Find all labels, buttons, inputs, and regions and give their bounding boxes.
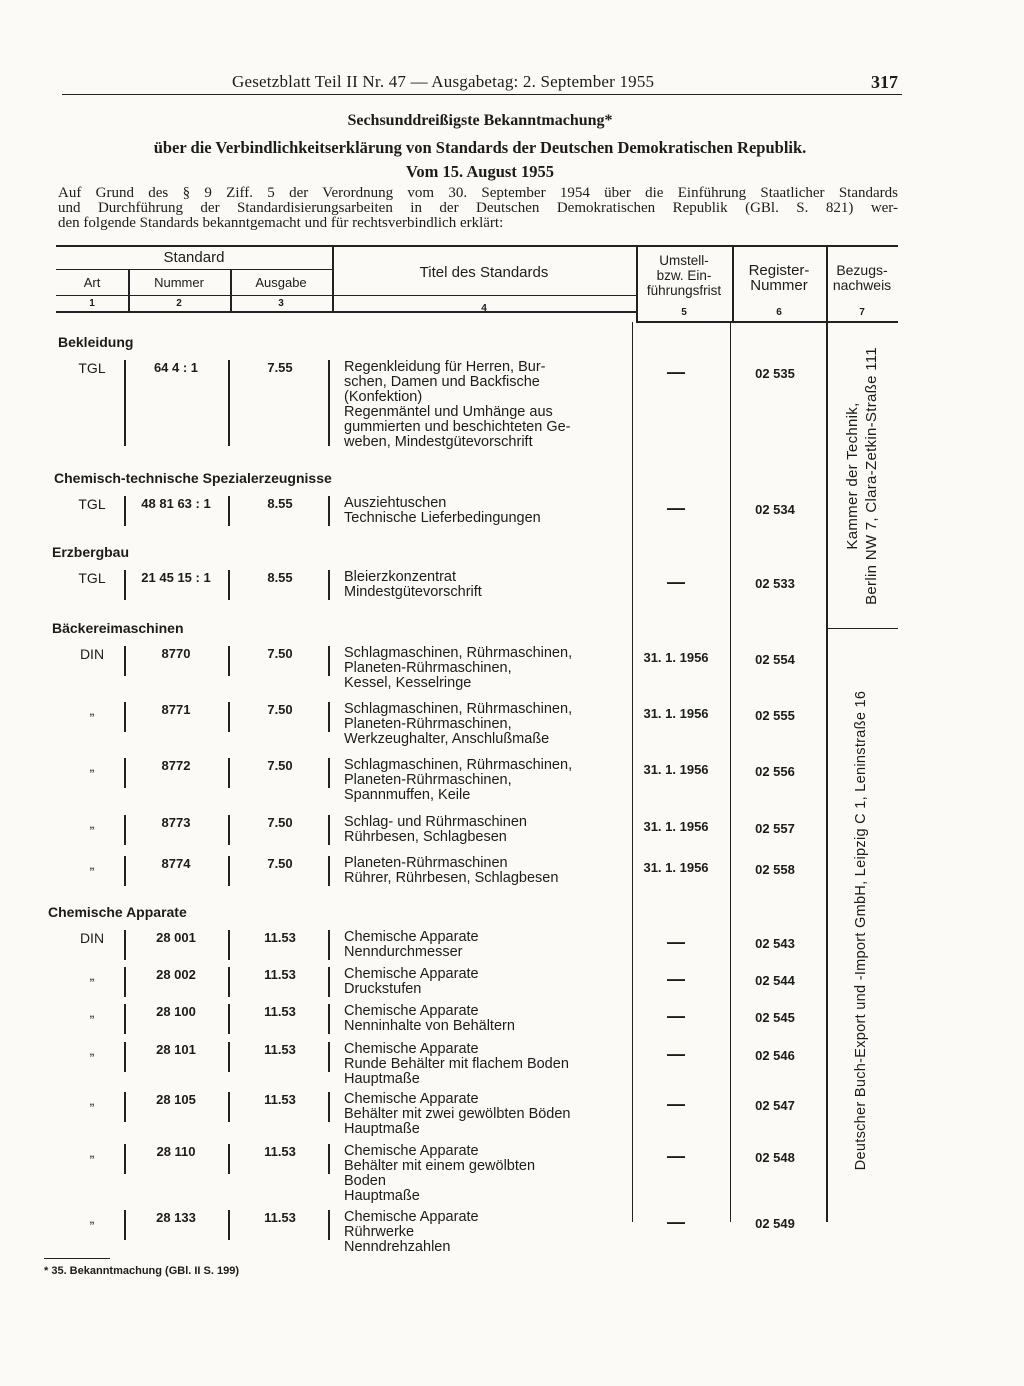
cell-register: 02 546	[755, 1048, 795, 1063]
column-bar	[328, 570, 330, 600]
column-bar	[228, 856, 230, 886]
announcement-subject: über die Verbindlichkeitserklärung von Standards der Deutschen Demokratischen Republik.	[153, 138, 807, 157]
cell-art: TGL	[78, 496, 106, 512]
column-bar	[328, 1144, 330, 1174]
column-bar	[228, 930, 230, 960]
table-row	[40, 496, 830, 526]
column-bar	[124, 1092, 126, 1122]
cell-register: 02 555	[755, 708, 795, 723]
cell-register: 02 533	[755, 576, 795, 591]
cell-ausgabe: 11.53	[264, 1210, 296, 1225]
cell-ausgabe: 11.53	[264, 1042, 296, 1057]
column-rule	[730, 322, 731, 1222]
titel-line: Boden	[344, 1173, 386, 1189]
column-bar	[328, 758, 330, 788]
cell-nummer: 28 002	[156, 967, 196, 982]
cell-art: „	[89, 702, 95, 718]
column-bar	[124, 702, 126, 732]
titel-line: Spannmuffen, Keile	[344, 787, 471, 803]
cell-titel	[344, 496, 616, 526]
titel-line: Chemische Apparate	[344, 1003, 479, 1019]
cell-art: „	[89, 1092, 95, 1108]
cell-register: 02 548	[755, 1150, 795, 1165]
column-bar	[328, 930, 330, 960]
bezug-separator	[826, 628, 898, 629]
footnote-rule	[44, 1258, 110, 1259]
column-number: 3	[278, 298, 284, 309]
cell-ausgabe: 7.50	[267, 856, 293, 871]
cell-art: DIN	[79, 930, 105, 946]
titel-line: Planeten-Rührmaschinen,	[344, 716, 512, 732]
cell-nummer: 28 100	[156, 1004, 196, 1019]
column-bar	[328, 1042, 330, 1072]
section-heading: Bäckereimaschinen	[52, 620, 184, 636]
cell-nummer: 8770	[161, 646, 191, 661]
cell-frist: —	[667, 1044, 685, 1064]
table-row	[40, 702, 830, 747]
column-bar	[124, 496, 126, 526]
cell-nummer: 28 001	[156, 930, 196, 945]
cell-titel	[344, 930, 616, 960]
cell-art: „	[89, 1144, 95, 1160]
table-header	[56, 245, 898, 323]
cell-ausgabe: 7.50	[267, 646, 293, 661]
cell-register: 02 543	[755, 936, 795, 951]
header-frist	[636, 253, 732, 298]
column-bar	[124, 930, 126, 960]
titel-line: Planeten-Rührmaschinen,	[344, 660, 512, 676]
column-number: 4	[481, 303, 487, 314]
cell-register: 02 544	[755, 973, 795, 988]
header-bezug	[826, 263, 898, 293]
column-bar	[228, 646, 230, 676]
bezug-upper-line: Berlin NW 7, Clara-Zetkin-Straße 111	[863, 347, 881, 605]
cell-art: TGL	[78, 360, 106, 376]
titel-line: Schlag- und Rührmaschinen	[344, 814, 527, 830]
header-register-line: Nummer	[750, 277, 808, 294]
table-row	[40, 570, 830, 600]
titel-line: Runde Behälter mit flachem Boden	[344, 1056, 569, 1072]
table-row	[40, 1004, 830, 1034]
section-heading: Erzbergbau	[52, 544, 130, 560]
cell-register: 02 554	[755, 652, 795, 667]
cell-art: „	[89, 1004, 95, 1020]
section-heading: Chemische Apparate	[48, 904, 187, 920]
column-bar	[228, 1144, 230, 1174]
column-bar	[124, 758, 126, 788]
column-number: 7	[859, 307, 865, 318]
table-row	[40, 856, 830, 886]
cell-ausgabe: 7.50	[267, 702, 293, 717]
titel-line: Hauptmaße	[344, 1188, 420, 1204]
column-bar	[124, 1042, 126, 1072]
titel-line: Chemische Apparate	[344, 1143, 479, 1159]
cell-ausgabe: 8.55	[267, 496, 293, 511]
cell-register: 02 549	[755, 1216, 795, 1231]
preamble-line: den folgende Standards bekanntgemacht und für rechtsverbindlich erklärt:	[58, 215, 504, 231]
cell-frist: 31. 1. 1956	[643, 860, 709, 875]
column-number: 1	[89, 298, 95, 309]
header-bottom-rule-right	[636, 321, 898, 323]
titel-line: weben, Mindestgütevorschrift	[344, 434, 533, 450]
cell-frist: 31. 1. 1956	[643, 819, 709, 834]
cell-nummer: 48 81 63 : 1	[141, 496, 211, 511]
titel-line: Rührwerke	[344, 1224, 415, 1240]
column-bar	[124, 570, 126, 600]
titel-line: Bleierzkonzentrat	[344, 569, 457, 585]
titel-line: Hauptmaße	[344, 1121, 420, 1137]
cell-art: „	[89, 1042, 95, 1058]
cell-art: TGL	[78, 570, 106, 586]
cell-register: 02 534	[755, 502, 795, 517]
column-number: 5	[681, 307, 687, 318]
titel-line: (Konfektion)	[344, 389, 423, 405]
cell-frist: —	[667, 1006, 685, 1026]
cell-titel	[344, 1210, 616, 1255]
cell-nummer: 28 133	[156, 1210, 196, 1225]
cell-nummer: 64 4 : 1	[153, 360, 199, 375]
bezug-lower	[826, 640, 898, 1220]
announcement-title: Sechsunddreißigste Bekanntmachung*	[347, 112, 613, 129]
cell-frist: —	[667, 969, 685, 989]
table-row	[40, 360, 830, 450]
column-bar	[124, 967, 126, 997]
column-number: 6	[776, 307, 782, 318]
cell-titel	[344, 1144, 616, 1204]
titel-line: Chemische Apparate	[344, 929, 479, 945]
table-row	[40, 646, 830, 691]
column-bar	[124, 856, 126, 886]
header-frist-line: Umstell-	[659, 253, 709, 268]
column-bar	[228, 758, 230, 788]
header-standard: Standard	[163, 249, 225, 266]
titel-line: Rührer, Rührbesen, Schlagbesen	[344, 870, 559, 886]
titel-line: Mindestgütevorschrift	[344, 584, 482, 600]
header-register-line: Register-	[748, 262, 810, 279]
titel-line: Druckstufen	[344, 981, 422, 997]
section-heading: Bekleidung	[58, 334, 134, 350]
column-bar	[328, 856, 330, 886]
cell-ausgabe: 11.53	[264, 1004, 296, 1019]
cell-titel	[344, 758, 616, 803]
preamble-line: und Durchführung der Standardisierungsarbeiten in der Deutschen Demokratischen Republik (GBl. S. 821) wer-	[58, 200, 898, 216]
column-number: 2	[176, 298, 182, 309]
numbers-rule	[56, 295, 636, 296]
cell-register: 02 547	[755, 1098, 795, 1113]
header-frist-line: bzw. Ein-	[656, 268, 712, 283]
cell-frist: —	[667, 932, 685, 952]
page-number: 317	[871, 72, 898, 92]
cell-frist: —	[667, 362, 685, 382]
bezug-lower-line: Deutscher Buch-Export und -Import GmbH, Leipzig C 1, Leninstraße 16	[853, 690, 870, 1170]
cell-register: 02 557	[755, 821, 795, 836]
titel-line: Schlagmaschinen, Rührmaschinen,	[344, 701, 573, 717]
column-bar	[124, 815, 126, 845]
table-row	[40, 967, 830, 997]
table-row	[40, 1092, 830, 1137]
titel-line: Nenndrehzahlen	[344, 1239, 451, 1255]
cell-frist: —	[667, 572, 685, 592]
header-nummer: Nummer	[154, 275, 204, 290]
cell-frist: —	[667, 1212, 685, 1232]
cell-titel	[344, 1092, 616, 1137]
footnote: * 35. Bekanntmachung (GBl. II S. 199)	[44, 1265, 239, 1277]
cell-titel	[344, 570, 616, 600]
bezug-upper	[826, 330, 898, 622]
column-rule	[632, 322, 633, 1222]
cell-frist: —	[667, 1146, 685, 1166]
titel-line: Planeten-Rührmaschinen,	[344, 772, 512, 788]
column-bar	[228, 1092, 230, 1122]
cell-nummer: 28 110	[156, 1144, 196, 1159]
standard-subrule	[56, 269, 332, 270]
column-bar	[328, 496, 330, 526]
column-bar	[228, 360, 230, 446]
cell-titel	[344, 1042, 616, 1087]
column-bar	[328, 1004, 330, 1034]
titel-line: Nenninhalte von Behältern	[344, 1018, 515, 1034]
section-heading: Chemisch-technische Spezialerzeugnisse	[54, 470, 332, 486]
cell-nummer: 28 105	[156, 1092, 196, 1107]
titel-line: Chemische Apparate	[344, 1091, 479, 1107]
header-register	[732, 263, 826, 293]
cell-register: 02 556	[755, 764, 795, 779]
cell-ausgabe: 7.50	[267, 815, 293, 830]
header-titel: Titel des Standards	[419, 264, 549, 281]
cell-register: 02 545	[755, 1010, 795, 1025]
cell-ausgabe: 11.53	[264, 930, 296, 945]
titel-line: Kessel, Kesselringe	[344, 675, 472, 691]
header-bezug-line: Bezugs-	[836, 262, 888, 278]
cell-titel	[344, 702, 616, 747]
column-bar	[328, 360, 330, 446]
titel-line: schen, Damen und Backfische	[344, 374, 540, 390]
cell-art: „	[89, 1210, 95, 1226]
column-bar	[124, 646, 126, 676]
cell-art: DIN	[79, 646, 105, 662]
cell-art: „	[89, 856, 95, 872]
titel-line: Werkzeughalter, Anschlußmaße	[344, 731, 550, 747]
column-bar	[228, 1042, 230, 1072]
cell-ausgabe: 11.53	[264, 1144, 296, 1159]
table-row	[40, 1042, 830, 1087]
cell-nummer: 8772	[161, 758, 191, 773]
column-bar	[228, 1210, 230, 1240]
column-bar	[228, 702, 230, 732]
column-bar	[228, 815, 230, 845]
header-ausgabe: Ausgabe	[255, 275, 307, 290]
table-row	[40, 1210, 830, 1255]
cell-art: „	[89, 967, 95, 983]
cell-nummer: 21 45 15 : 1	[141, 570, 211, 585]
column-bar	[228, 1004, 230, 1034]
table-row	[40, 758, 830, 803]
running-header	[62, 72, 902, 95]
cell-frist: 31. 1. 1956	[643, 762, 709, 777]
running-title: Gesetzblatt Teil II Nr. 47 — Ausgabetag: 2. September 1955	[232, 72, 655, 91]
column-bar	[124, 1004, 126, 1034]
cell-register: 02 535	[755, 366, 795, 381]
titel-line: Chemische Apparate	[344, 966, 479, 982]
header-bezug-line: nachweis	[832, 277, 892, 293]
titel-line: Regenmäntel und Umhänge aus	[344, 404, 553, 420]
titel-line: Ausziehtuschen	[344, 495, 447, 511]
titel-line: Hauptmaße	[344, 1071, 420, 1087]
titel-line: Behälter mit zwei gewölbten Böden	[344, 1106, 571, 1122]
cell-frist: 31. 1. 1956	[643, 706, 709, 721]
cell-titel	[344, 360, 616, 450]
cell-register: 02 558	[755, 862, 795, 877]
cell-ausgabe: 11.53	[264, 1092, 296, 1107]
cell-ausgabe: 8.55	[267, 570, 293, 585]
titel-line: Rührbesen, Schlagbesen	[344, 829, 507, 845]
titel-line: Behälter mit einem gewölbten	[344, 1158, 536, 1174]
titel-line: Schlagmaschinen, Rührmaschinen,	[344, 645, 573, 661]
column-bar	[228, 570, 230, 600]
cell-frist: 31. 1. 1956	[643, 650, 709, 665]
column-bar	[124, 1210, 126, 1240]
cell-frist: —	[667, 498, 685, 518]
table-row	[40, 815, 830, 845]
bezug-upper-line: Kammer der Technik,	[844, 402, 862, 550]
column-bar	[228, 967, 230, 997]
cell-art: „	[89, 758, 95, 774]
cell-nummer: 8774	[161, 856, 191, 871]
titel-line: Schlagmaschinen, Rührmaschinen,	[344, 757, 573, 773]
column-bar	[124, 360, 126, 446]
column-bar	[124, 1144, 126, 1174]
titel-line: Planeten-Rührmaschinen	[344, 855, 508, 871]
column-bar	[328, 646, 330, 676]
column-bar	[328, 815, 330, 845]
column-bar	[328, 702, 330, 732]
cell-ausgabe: 7.55	[267, 360, 293, 375]
preamble	[58, 186, 898, 231]
cell-ausgabe: 11.53	[264, 967, 296, 982]
titel-line: gummierten und beschichteten Ge-	[344, 419, 571, 435]
cell-titel	[344, 646, 616, 691]
column-bar	[328, 967, 330, 997]
preamble-line: Auf Grund des § 9 Ziff. 5 der Verordnung vom 30. September 1954 über die Einführung Staatlicher Standards	[58, 185, 898, 201]
header-frist-line: führungsfrist	[646, 283, 722, 298]
table-row	[40, 1144, 830, 1204]
cell-titel	[344, 815, 616, 845]
titel-line: Nenndurchmesser	[344, 944, 463, 960]
column-bar	[228, 496, 230, 526]
cell-nummer: 8773	[161, 815, 191, 830]
cell-nummer: 28 101	[156, 1042, 196, 1057]
table-top-rule	[56, 245, 898, 247]
column-bar	[328, 1092, 330, 1122]
cell-titel	[344, 967, 616, 997]
header-art: Art	[83, 275, 101, 290]
titel-line: Chemische Apparate	[344, 1041, 479, 1057]
cell-frist: —	[667, 1094, 685, 1114]
announcement-date: Vom 15. August 1955	[406, 162, 554, 181]
titel-line: Technische Lieferbedingungen	[344, 510, 541, 526]
cell-titel	[344, 856, 616, 886]
cell-art: „	[89, 815, 95, 831]
cell-ausgabe: 7.50	[267, 758, 293, 773]
column-bar	[328, 1210, 330, 1240]
table-row	[40, 930, 830, 960]
cell-titel	[344, 1004, 616, 1034]
titel-line: Chemische Apparate	[344, 1209, 479, 1225]
titel-line: Regenkleidung für Herren, Bur-	[344, 359, 546, 375]
cell-nummer: 8771	[161, 702, 191, 717]
